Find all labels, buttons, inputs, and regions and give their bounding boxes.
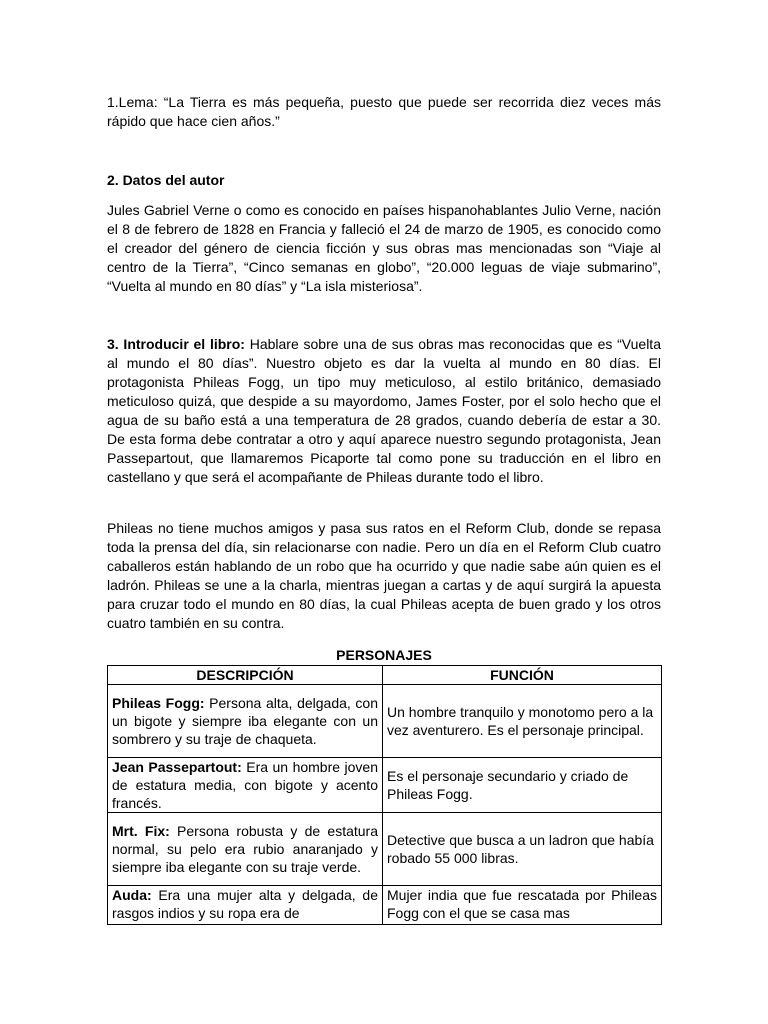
table-row — [108, 685, 662, 758]
libro-heading: 3. Introducir el libro: — [107, 336, 245, 352]
character-desc: Persona robusta y de estatura normal, su pelo era rubio anaranjado y siempre iba elegante con su traje verde. — [112, 823, 378, 875]
header-descripcion: DESCRIPCIÓN — [108, 666, 383, 685]
lema-text: 1.Lema: “La Tierra es más pequeña, puesto que puede ser recorrida diez veces más rápido que hace cien años.” — [107, 94, 661, 129]
table-row — [108, 758, 662, 813]
autor-text: Jules Gabriel Verne o como es conocido en países hispanohablantes Julio Verne, nación el 8 de febrero de 1828 en Francia y falleció el 24 de marzo de 1905, es conocido como el creador del género de ciencia ficción y sus obras mas mencionadas son “Viaje al centro de la Tierra”, “Cinco semanas en globo”, “20.000 leguas de viaje submarino”, “Vuelta al mundo en 80 días” y “La isla misteriosa”. — [107, 202, 661, 294]
desc-cell — [108, 886, 383, 925]
func-cell: Detective que busca a un ladron que había robado 55 000 libras. — [383, 813, 662, 886]
func-cell: Es el personaje secundario y criado de Phileas Fogg. — [383, 758, 662, 813]
libro-paragraph — [107, 335, 661, 487]
desc-cell — [108, 813, 383, 886]
personajes-table — [107, 665, 662, 925]
character-name: Jean Passepartout: — [112, 759, 242, 775]
header-funcion: FUNCIÓN — [383, 666, 662, 685]
func-cell: Mujer india que fue rescatada por Phileas Fogg con el que se casa mas — [383, 886, 662, 925]
character-desc: Persona alta, delgada, con un bigote y siempre iba elegante con un sombrero y su traje de chaqueta. — [112, 695, 378, 747]
autor-section — [107, 171, 661, 190]
lema-paragraph — [107, 93, 661, 131]
character-name: Phileas Fogg: — [112, 695, 205, 711]
table-row — [108, 886, 662, 925]
character-name: Mrt. Fix: — [112, 823, 170, 839]
character-name: Auda: — [112, 887, 152, 903]
func-cell: Un hombre tranquilo y monotomo pero a la vez aventurero. Es el personaje principal. — [383, 685, 662, 758]
libro-text-2: Phileas no tiene muchos amigos y pasa sus ratos en el Reform Club, donde se repasa toda la prensa del día, sin relacionarse con nadie. Pero un día en el Reform Club cuatro caballeros están hablando de un robo que ha ocurrido y que nadie sabe aún quien es el ladrón. Phileas se une a la charla, mientras juegan a cartas y de aquí surgirá la apuesta para cruzar todo el mundo en 80 días, la cual Phileas acepta de buen grado y los otros cuatro también en su contra. — [107, 520, 661, 631]
table-header-row — [108, 666, 662, 685]
character-desc: Era una mujer alta y delgada, de rasgos indios y su ropa era de — [112, 887, 378, 921]
autor-heading: 2. Datos del autor — [107, 172, 225, 188]
character-desc: Era un hombre joven de estatura media, con bigote y acento francés. — [112, 759, 378, 811]
libro-text: Hablare sobre una de sus obras mas reconocidas que es “Vuelta al mundo el 80 días”. Nuestro objeto es dar la vuelta al mundo en 80 días. El protagonista Phileas Fogg, un tipo muy meticuloso, al estilo británico, demasiado meticuloso quizá, que despide a su mayordomo, James Foster, por el solo hecho que el agua de su baño está a una temperatura de 28 grados, cuando debería de estar a 30. De esta forma debe contratar a otro y aquí aparece nuestro segundo protagonista, Jean Passepartout, que llamaremos Picaporte tal como pone su traducción en el libro en castellano y que será el acompañante de Phileas durante todo el libro. — [107, 336, 661, 485]
table-row — [108, 813, 662, 886]
personajes-title: PERSONAJES — [336, 647, 432, 663]
personajes-table-wrap — [107, 665, 661, 925]
autor-paragraph — [107, 201, 661, 296]
desc-cell — [108, 685, 383, 758]
libro-paragraph-2 — [107, 519, 661, 633]
desc-cell — [108, 758, 383, 813]
